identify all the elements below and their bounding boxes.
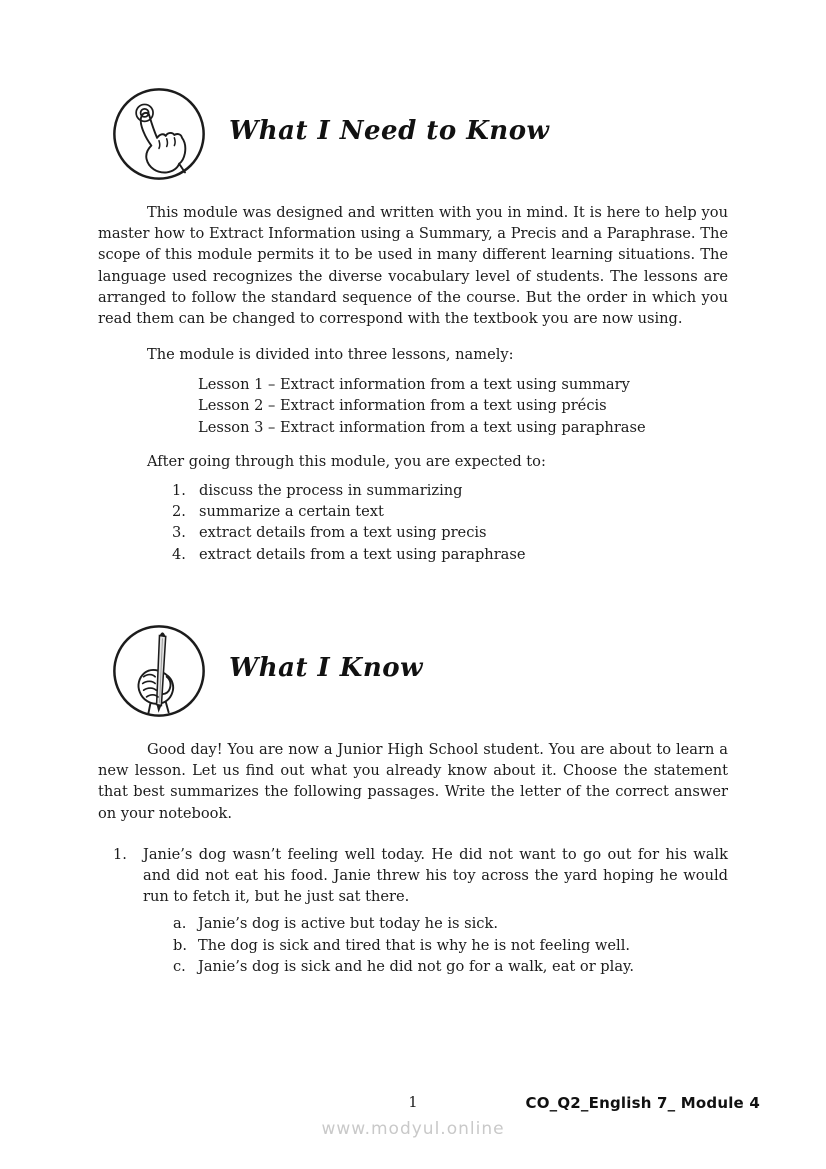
section-header-what-i-know <box>98 623 728 719</box>
choice-text: Janie’s dog is active but today he is sick. <box>198 915 498 932</box>
lesson-item: Lesson 2 – Extract information from a text using précis <box>198 397 607 415</box>
lesson-item: Lesson 1 – Extract information from a text using summary <box>198 376 630 393</box>
objective-text: discuss the process in summarizing <box>199 482 463 499</box>
choice-letter: a. <box>173 915 187 932</box>
objective-number: 4. <box>172 545 186 563</box>
objectives-list <box>172 480 526 565</box>
objective-text: extract details from a text using precis <box>199 524 487 542</box>
choice-item <box>173 913 634 935</box>
choices-list <box>173 913 634 978</box>
objective-text: extract details from a text using paraphrase <box>199 545 526 563</box>
section-title-what-i-know: What I Know <box>229 653 423 683</box>
question-text: Janie’s dog wasn’t feeling well today. He did not want to go out for his walk and did not eat his food. Janie threw his toy across the yard hoping he would run to fetch it, but he just sat there. <box>143 846 728 906</box>
objective-item <box>172 501 526 522</box>
objective-item <box>172 522 526 543</box>
module-intro-paragraph: This module was designed and written with you in mind. It is here to help you master how to Extract Information using a Summary, a Precis and a Paraphrase. The scope of this module permits it to be used in many different learning situations. The language used recognizes the diverse vocabulary level of students. The lessons are arranged to follow the standard sequence of the course. But the order in which you read them can be changed to correspond with the textbook you are now using. <box>98 204 728 328</box>
choice-text: Janie’s dog is sick and he did not go for a walk, eat or play. <box>198 958 634 976</box>
question-1 <box>113 844 728 908</box>
page-number: 1 <box>408 1095 418 1111</box>
choice-text: The dog is sick and tired that is why he is not feeling well. <box>198 936 631 954</box>
lesson-item: Lesson 3 – Extract information from a text using paraphrase <box>198 418 646 436</box>
objective-text: summarize a certain text <box>199 503 384 521</box>
choice-item <box>173 935 634 957</box>
what-i-know-intro-paragraph: Good day! You are now a Junior High School student. You are about to learn a new lesson. Let us find out what you already know about it. Choose the statement that best summarizes the following passages. Write the letter of the correct answer on your notebook. <box>98 741 728 822</box>
tap-hand-icon <box>111 86 207 182</box>
choice-letter: b. <box>173 936 187 954</box>
hand-holding-pencil-icon <box>111 623 207 719</box>
module-code: CO_Q2_English 7_ Module 4 <box>525 1094 760 1112</box>
objective-number: 1. <box>172 482 186 499</box>
section-title-what-i-need-to-know: What I Need to Know <box>229 116 550 146</box>
lessons-intro-line: The module is divided into three lessons, namely: <box>147 346 514 363</box>
objective-number: 2. <box>172 503 186 521</box>
choice-letter: c. <box>173 958 186 976</box>
watermark-text: www.modyul.online <box>321 1119 505 1139</box>
section-header-what-i-need-to-know <box>98 86 728 182</box>
objective-item <box>172 544 526 565</box>
objectives-intro-line: After going through this module, you are expected to: <box>147 453 546 470</box>
choice-item <box>173 956 634 978</box>
lessons-list <box>198 374 646 438</box>
objective-item <box>172 480 526 501</box>
question-number: 1. <box>113 846 127 863</box>
objective-number: 3. <box>172 524 186 542</box>
